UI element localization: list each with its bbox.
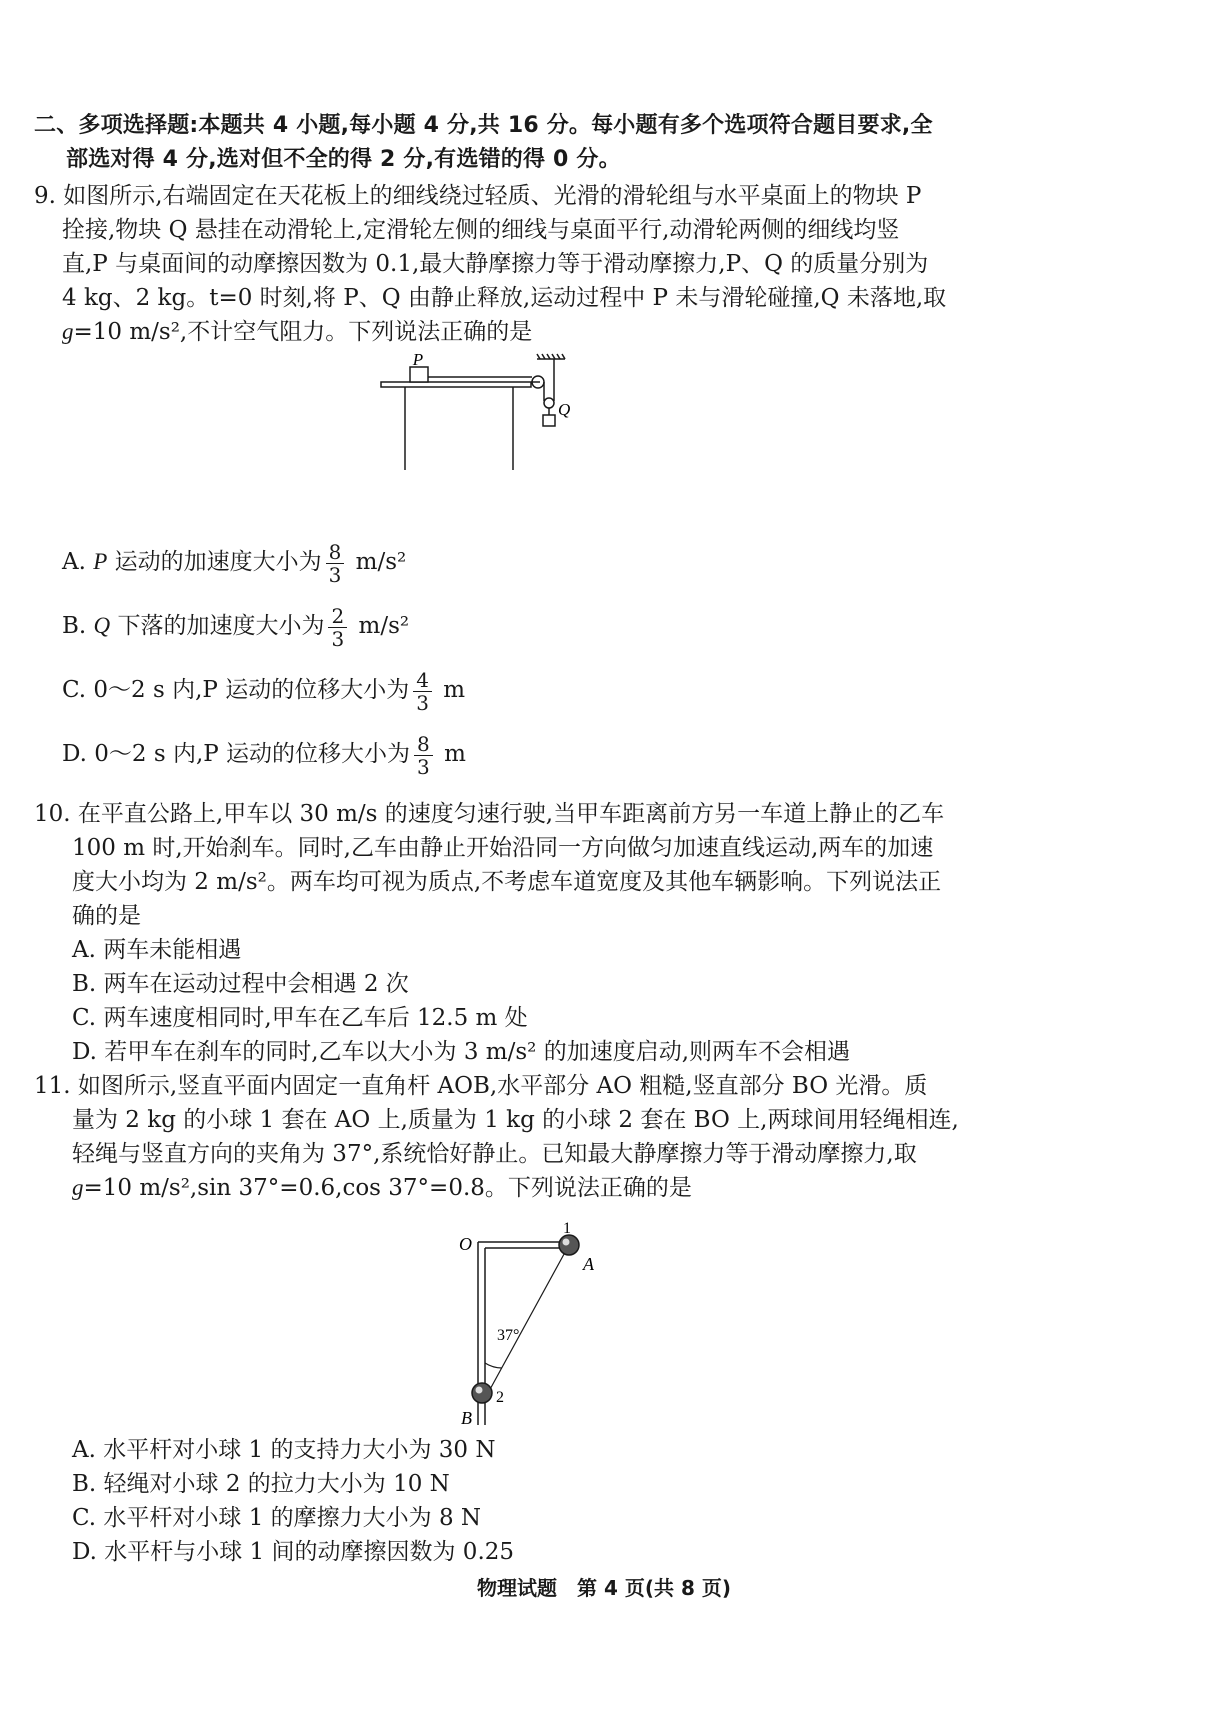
q10-stem-line1: [34, 798, 944, 830]
option-a-var: P: [93, 549, 108, 574]
option-c-unit: m: [443, 677, 466, 703]
q11-right-angle-rod-figure: [445, 1220, 625, 1430]
option-b-unit: m/s²: [358, 613, 410, 639]
q11-number: 11.: [34, 1073, 71, 1099]
q11-option-d: D. 水平杆与小球 1 间的动摩擦因数为 0.25: [72, 1539, 515, 1565]
option-d-fraction: $\frac{8}{3}$: [414, 733, 433, 778]
angle-arc: [485, 1363, 502, 1368]
label-p: P: [412, 350, 424, 369]
option-a-text: 运动的加速度大小为: [114, 549, 322, 575]
option-b-label: B.: [62, 613, 87, 639]
q10-stem-line2: 100 m 时,开始刹车。同时,乙车由静止开始沿同一方向做匀加速直线运动,两车的加速: [72, 835, 934, 861]
q10-option-d: D. 若甲车在刹车的同时,乙车以大小为 3 m/s² 的加速度启动,则两车不会相遇: [72, 1039, 851, 1065]
q11-option-b: B. 轻绳对小球 2 的拉力大小为 10 N: [72, 1471, 450, 1497]
label-angle: 37°: [497, 1327, 520, 1344]
moving-pulley: [544, 398, 554, 408]
option-b-var: Q: [93, 613, 111, 638]
q9-option-a: [62, 532, 406, 592]
option-a-label: A.: [62, 549, 86, 575]
ball-1: [559, 1235, 579, 1255]
block-p: [410, 367, 428, 382]
q11-stem-text1: 如图所示,竖直平面内固定一直角杆 AOB,水平部分 AO 粗糙,竖直部分 BO 光滑。质: [77, 1073, 928, 1099]
option-a-unit: m/s²: [355, 549, 407, 575]
q11-stem-line1: [34, 1070, 927, 1102]
label-q: Q: [558, 400, 571, 419]
q11-option-a: A. 水平杆对小球 1 的支持力大小为 30 N: [72, 1437, 496, 1463]
q11-stem-text4: =10 m/s²,sin 37°=0.6,cos 37°=0.8。下列说法正确的是: [83, 1175, 692, 1201]
option-c-text: 0～2 s 内,P 运动的位移大小为: [93, 677, 410, 703]
q10-option-c: C. 两车速度相同时,甲车在乙车后 12.5 m 处: [72, 1005, 528, 1031]
q10-option-a: A. 两车未能相遇: [72, 937, 242, 963]
option-b-text: 下落的加速度大小为: [117, 613, 325, 639]
option-b-fraction: $\frac{2}{3}$: [328, 605, 347, 650]
q11-stem-line2: 量为 2 kg 的小球 1 套在 AO 上,质量为 1 kg 的小球 2 套在 BO 上,两球间用轻绳相连,: [72, 1107, 959, 1133]
q10-option-b: B. 两车在运动过程中会相遇 2 次: [72, 971, 409, 997]
rope: [488, 1245, 569, 1393]
block-q: [543, 415, 555, 426]
ball-2: [472, 1383, 492, 1403]
q9-stem-line4: 4 kg、2 kg。t=0 时刻,将 P、Q 由静止释放,运动过程中 P 未与滑轮碰撞,Q 未落地,取: [62, 285, 947, 311]
label-a: A: [583, 1254, 594, 1274]
label-ball-1: 1: [563, 1220, 571, 1237]
option-d-text: 0～2 s 内,P 运动的位移大小为: [94, 741, 411, 767]
q9-option-c: [62, 660, 465, 720]
option-d-unit: m: [444, 741, 466, 767]
section-header-line2: 部选对得 4 分,选对但不全的得 2 分,有选错的得 0 分。: [66, 147, 621, 172]
option-a-fraction: $\frac{8}{3}$: [326, 541, 345, 586]
q11-option-c: C. 水平杆对小球 1 的摩擦力大小为 8 N: [72, 1505, 482, 1531]
q9-number: 9.: [34, 183, 56, 209]
q9-stem-line3: 直,P 与桌面间的动摩擦因数为 0.1,最大静摩擦力等于滑动摩擦力,P、Q 的质量分别为: [62, 251, 929, 277]
section-header-line1: 二、多项选择题:本题共 4 小题,每小题 4 分,共 16 分。每小题有多个选项符合题目要求,全: [34, 113, 933, 138]
label-ball-2: 2: [496, 1389, 504, 1406]
page-footer: 物理试题 第 4 页(共 8 页): [477, 1576, 731, 1600]
q10-stem-line3: 度大小均为 2 m/s²。两车均可视为质点,不考虑车道宽度及其他车辆影响。下列说法正: [72, 869, 942, 895]
label-o: O: [459, 1234, 472, 1254]
q10-number: 10.: [34, 801, 71, 827]
q10-stem-text1: 在平直公路上,甲车以 30 m/s 的速度匀速行驶,当甲车距离前方另一车道上静止的乙车: [77, 801, 945, 827]
q9-option-b: [62, 596, 409, 656]
table-top: [381, 382, 531, 387]
q9-option-d: [62, 724, 466, 784]
option-d-label: D.: [62, 741, 87, 767]
q9-stem-line1: [34, 180, 921, 212]
q9-g-symbol: g: [62, 319, 74, 344]
label-b: B: [461, 1408, 472, 1428]
option-c-fraction: $\frac{4}{3}$: [413, 669, 432, 714]
q9-stem-line2: 拴接,物块 Q 悬挂在动滑轮上,定滑轮左侧的细线与桌面平行,动滑轮两侧的细线均竖: [62, 217, 900, 243]
q11-g-symbol: g: [72, 1175, 84, 1200]
q9-pulley-figure: [375, 345, 595, 475]
q9-stem-text5: =10 m/s²,不计空气阻力。下列说法正确的是: [73, 319, 533, 345]
q9-stem-text1: 如图所示,右端固定在天花板上的细线绕过轻质、光滑的滑轮组与水平桌面上的物块 P: [63, 183, 922, 209]
q11-stem-line3: 轻绳与竖直方向的夹角为 37°,系统恰好静止。已知最大静摩擦力等于滑动摩擦力,取: [72, 1141, 917, 1167]
q10-stem-line4: 确的是: [72, 903, 141, 929]
option-c-label: C.: [62, 677, 87, 703]
q9-stem-line5: [62, 316, 532, 348]
q11-stem-line4: [72, 1172, 692, 1204]
